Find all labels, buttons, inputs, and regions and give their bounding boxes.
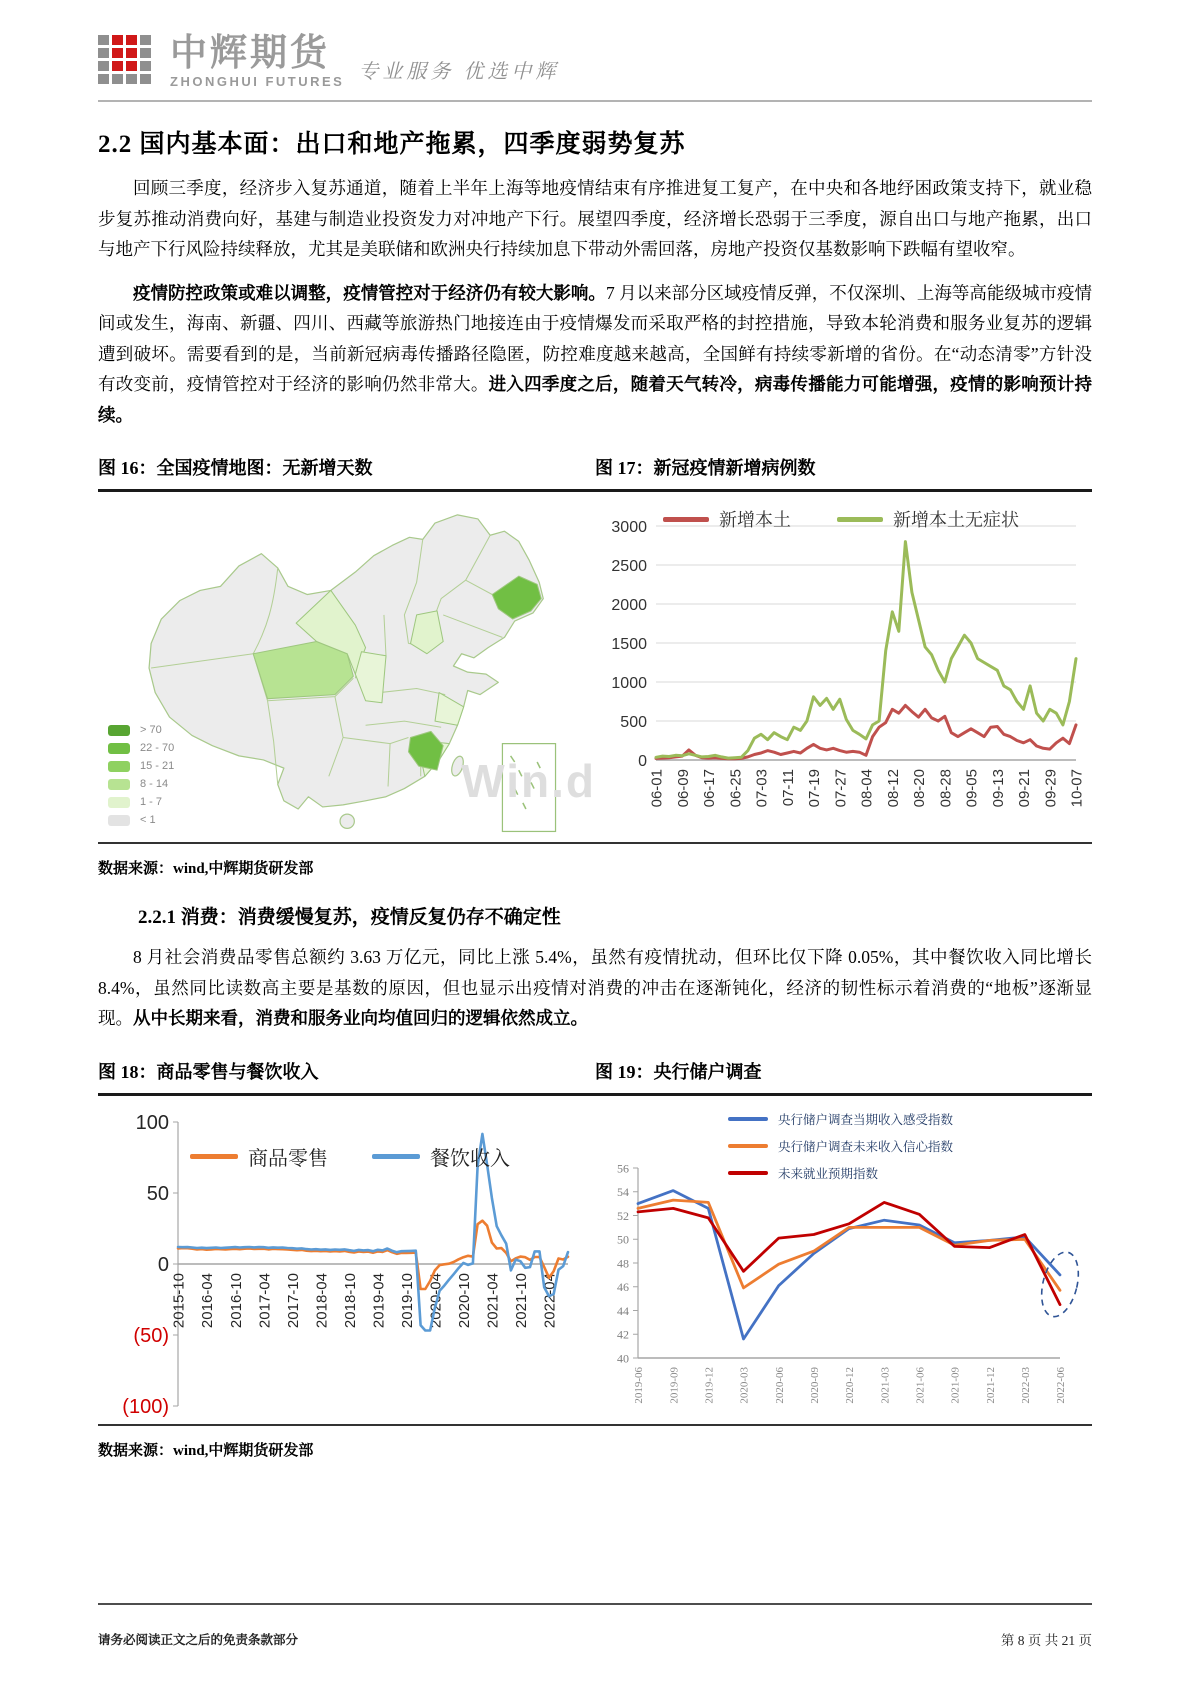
map-legend-swatch <box>108 797 130 808</box>
svg-text:08-12: 08-12 <box>884 769 902 808</box>
legend-swatch <box>837 517 883 522</box>
data-source-1: 数据来源：wind,中辉期货研发部 <box>98 861 314 877</box>
section-title: 2.2 国内基本面：出口和地产拖累，四季度弱势复苏 <box>98 131 686 158</box>
paragraph-3-bold-tail: 从中长期来看，消费和服务业向均值回归的逻辑依然成立。 <box>133 1008 588 1028</box>
paragraph-2 <box>98 278 1092 431</box>
legend-label: 央行储户调查未来收入信心指数 <box>778 1139 954 1154</box>
svg-text:2022-03: 2022-03 <box>1020 1366 1033 1404</box>
svg-text:2019-09: 2019-09 <box>668 1366 681 1404</box>
svg-text:2021-10: 2021-10 <box>513 1272 531 1328</box>
paragraph-2-bold-lead: 疫情防控政策或难以调整，疫情管控对于经济仍有较大影响。 <box>133 282 606 303</box>
figure17-chart <box>590 492 1092 842</box>
svg-text:3000: 3000 <box>611 518 647 536</box>
svg-text:2019-06: 2019-06 <box>633 1366 646 1404</box>
svg-text:(50): (50) <box>133 1324 169 1347</box>
svg-text:06-25: 06-25 <box>727 769 745 808</box>
map-legend-label: < 1 <box>140 814 156 826</box>
map-legend <box>108 718 174 826</box>
legend-item <box>728 1164 878 1182</box>
map-legend-swatch <box>108 743 130 754</box>
map-legend-item <box>108 778 174 790</box>
svg-text:2016-10: 2016-10 <box>227 1272 245 1328</box>
brand-name-cn: 中辉期货 <box>170 32 330 73</box>
legend-swatch <box>728 1144 768 1148</box>
page-footer <box>98 1603 1092 1649</box>
svg-text:2021-04: 2021-04 <box>484 1272 502 1328</box>
legend-swatch <box>190 1154 238 1159</box>
svg-text:1500: 1500 <box>611 635 647 653</box>
svg-text:2017-10: 2017-10 <box>284 1272 302 1328</box>
data-source-2: 数据来源：wind,中辉期货研发部 <box>98 1442 314 1459</box>
legend-label: 未来就业预期指数 <box>778 1166 879 1181</box>
legend-label: 新增本土无症状 <box>893 510 1019 530</box>
svg-text:2019-10: 2019-10 <box>398 1272 416 1328</box>
legend-label: 餐饮收入 <box>430 1147 510 1170</box>
brand-tagline: 专业服务 优选中辉 <box>358 61 560 83</box>
svg-text:2022-06: 2022-06 <box>1055 1366 1068 1404</box>
svg-text:2016-04: 2016-04 <box>199 1272 217 1328</box>
figure17-title: 图 17：新冠疫情新增病例数 <box>595 458 816 478</box>
map-legend-swatch <box>108 815 130 826</box>
svg-text:06-01: 06-01 <box>648 769 666 808</box>
svg-text:09-13: 09-13 <box>989 769 1007 808</box>
svg-text:2021-09: 2021-09 <box>949 1366 962 1404</box>
figure19-title: 图 19：央行储户调查 <box>595 1061 762 1082</box>
legend-swatch <box>663 517 709 522</box>
map-legend-label: 22 - 70 <box>140 742 175 754</box>
svg-text:2000: 2000 <box>611 596 647 614</box>
legend-item <box>663 506 791 532</box>
svg-text:10-07: 10-07 <box>1068 769 1086 808</box>
legend-item <box>728 1110 953 1128</box>
map-legend-label: > 70 <box>140 724 162 736</box>
svg-text:0: 0 <box>638 752 647 770</box>
svg-text:50: 50 <box>617 1232 629 1247</box>
footer-disclaimer: 请务必阅读正文之后的免责条款部分 <box>98 1633 299 1647</box>
svg-text:08-20: 08-20 <box>911 769 929 808</box>
svg-text:50: 50 <box>146 1182 169 1205</box>
paragraph-3 <box>98 942 1092 1034</box>
svg-text:2021-06: 2021-06 <box>914 1366 927 1404</box>
svg-text:44: 44 <box>617 1303 629 1318</box>
figure18-title: 图 18：商品零售与餐饮收入 <box>98 1061 319 1082</box>
svg-text:2019-12: 2019-12 <box>703 1366 716 1404</box>
figure-titles-row-1 <box>98 454 1092 492</box>
wind-watermark: Win.d <box>461 755 596 807</box>
svg-text:09-05: 09-05 <box>963 769 981 808</box>
report-header <box>98 0 1092 102</box>
svg-text:2018-10: 2018-10 <box>341 1272 359 1328</box>
brand-name-en: ZHONGHUI FUTURES <box>170 74 345 89</box>
figure-titles-row-2 <box>98 1058 1092 1096</box>
svg-text:52: 52 <box>617 1208 629 1223</box>
covid-cases-line-chart <box>590 492 1090 836</box>
svg-text:08-04: 08-04 <box>858 769 876 808</box>
svg-text:08-28: 08-28 <box>937 769 955 808</box>
legend-swatch <box>728 1117 768 1121</box>
legend-item <box>728 1137 953 1155</box>
svg-text:2020-12: 2020-12 <box>844 1366 857 1404</box>
svg-text:0: 0 <box>157 1253 169 1276</box>
svg-text:2021-03: 2021-03 <box>879 1366 892 1404</box>
paragraph-2-body: 7 月以来部分区域疫情反弹，不仅深圳、上海等高能级城市疫情间或发生，海南、新疆、四川、西藏等旅游热门地接连由于疫情爆发而采取严格的封控措施，导致本轮消费和服务业复苏的逻辑遭到破坏。需要看到的是，当前新冠病毒传播路径隐匿，防控难度越来越高，全国鲜有持续零新增的省份。在“动态清零”方针没有改变前，疫情管控对于经济的影响仍然非常大。 <box>98 282 1092 394</box>
legend-label: 商品零售 <box>248 1147 328 1170</box>
figure19-chart <box>590 1096 1092 1424</box>
svg-text:07-19: 07-19 <box>806 769 824 808</box>
subsection-title: 2.2.1 消费：消费缓慢复苏，疫情反复仍存不确定性 <box>138 907 561 928</box>
svg-text:500: 500 <box>620 713 647 731</box>
svg-text:2500: 2500 <box>611 557 647 575</box>
svg-text:2018-04: 2018-04 <box>313 1272 331 1328</box>
svg-text:100: 100 <box>135 1111 169 1134</box>
legend-swatch <box>372 1154 420 1159</box>
map-legend-item <box>108 796 174 808</box>
legend-item <box>190 1142 328 1171</box>
svg-text:2020-06: 2020-06 <box>773 1366 786 1404</box>
legend-item <box>372 1142 510 1171</box>
svg-text:54: 54 <box>617 1184 629 1199</box>
svg-text:2020-03: 2020-03 <box>738 1366 751 1404</box>
map-legend-label: 15 - 21 <box>140 760 175 772</box>
svg-text:56: 56 <box>617 1160 629 1175</box>
map-legend-item <box>108 724 174 736</box>
svg-text:2019-04: 2019-04 <box>370 1272 388 1328</box>
svg-text:2017-04: 2017-04 <box>256 1272 274 1328</box>
legend-swatch <box>728 1171 768 1175</box>
figure-row-2 <box>98 1096 1092 1426</box>
map-legend-item <box>108 760 174 772</box>
brand-block <box>170 34 344 88</box>
figure16-title: 图 16：全国疫情地图：无新增天数 <box>98 458 373 478</box>
svg-text:1000: 1000 <box>611 674 647 692</box>
svg-text:2020-10: 2020-10 <box>456 1272 474 1328</box>
svg-text:2020-04: 2020-04 <box>427 1272 445 1328</box>
company-logo-icon <box>98 35 156 87</box>
figure18-chart <box>98 1096 590 1424</box>
svg-text:48: 48 <box>617 1255 629 1270</box>
svg-text:2022-04: 2022-04 <box>541 1272 559 1328</box>
paragraph-2-bold-tail: 进入四季度之后，随着天气转冷，病毒传播能力可能增强，疫情的影响预计持续。 <box>98 374 1093 425</box>
figure-row-1 <box>98 492 1092 844</box>
legend-label: 新增本土 <box>719 510 791 530</box>
map-legend-swatch <box>108 779 130 790</box>
legend-item <box>837 506 1019 532</box>
map-legend-swatch <box>108 761 130 772</box>
paragraph-3-body: 8 月社会消费品零售总额约 3.63 万亿元，同比上涨 5.4%，虽然有疫情扰动，但环比仅下降 0.05%，其中餐饮收入同比增长 8.4%，虽然同比读数高主要是基数的原因，但也显示出疫情对消费的冲击在逐渐钝化，经济的韧性标示着消费的“地板”逐渐显现。 <box>98 947 1092 1028</box>
footer-page-number: 第 8 页 共 21 页 <box>1000 1633 1092 1648</box>
svg-text:46: 46 <box>617 1279 629 1294</box>
svg-text:(100): (100) <box>122 1395 169 1418</box>
svg-text:2015-10: 2015-10 <box>170 1272 188 1328</box>
paragraph-1: 回顾三季度，经济步入复苏通道，随着上半年上海等地疫情结束有序推进复工复产，在中央和各地纾困政策支持下，就业稳步复苏推动消费向好，基建与制造业投资发力对冲地产下行。展望四季度，经济增长恐弱于三季度，源自出口与地产拖累，出口与地产下行风险持续释放，尤其是美联储和欧洲央行持续加息下带动外需回落，房地产投资仅基数影响下跌幅有望收窄。 <box>98 178 1092 259</box>
svg-text:07-27: 07-27 <box>832 769 850 808</box>
map-legend-swatch <box>108 725 130 736</box>
map-legend-label: 8 - 14 <box>140 778 169 790</box>
svg-text:07-03: 07-03 <box>753 769 771 808</box>
map-legend-item <box>108 814 174 826</box>
svg-text:2021-12: 2021-12 <box>984 1366 997 1404</box>
figure16-china-map <box>98 492 596 842</box>
svg-text:07-11: 07-11 <box>779 769 797 807</box>
svg-text:06-09: 06-09 <box>674 769 692 808</box>
figure17-legend <box>590 506 1092 532</box>
figure18-legend <box>190 1142 510 1171</box>
figure19-legend <box>728 1110 953 1182</box>
svg-text:42: 42 <box>617 1327 629 1342</box>
svg-text:2020-09: 2020-09 <box>809 1366 822 1404</box>
legend-label: 央行储户调查当期收入感受指数 <box>778 1112 954 1127</box>
svg-text:09-21: 09-21 <box>1016 769 1034 808</box>
svg-text:09-29: 09-29 <box>1042 769 1060 808</box>
map-legend-item <box>108 742 174 754</box>
svg-text:06-17: 06-17 <box>701 769 719 808</box>
svg-text:40: 40 <box>617 1350 629 1365</box>
map-legend-label: 1 - 7 <box>140 796 163 808</box>
